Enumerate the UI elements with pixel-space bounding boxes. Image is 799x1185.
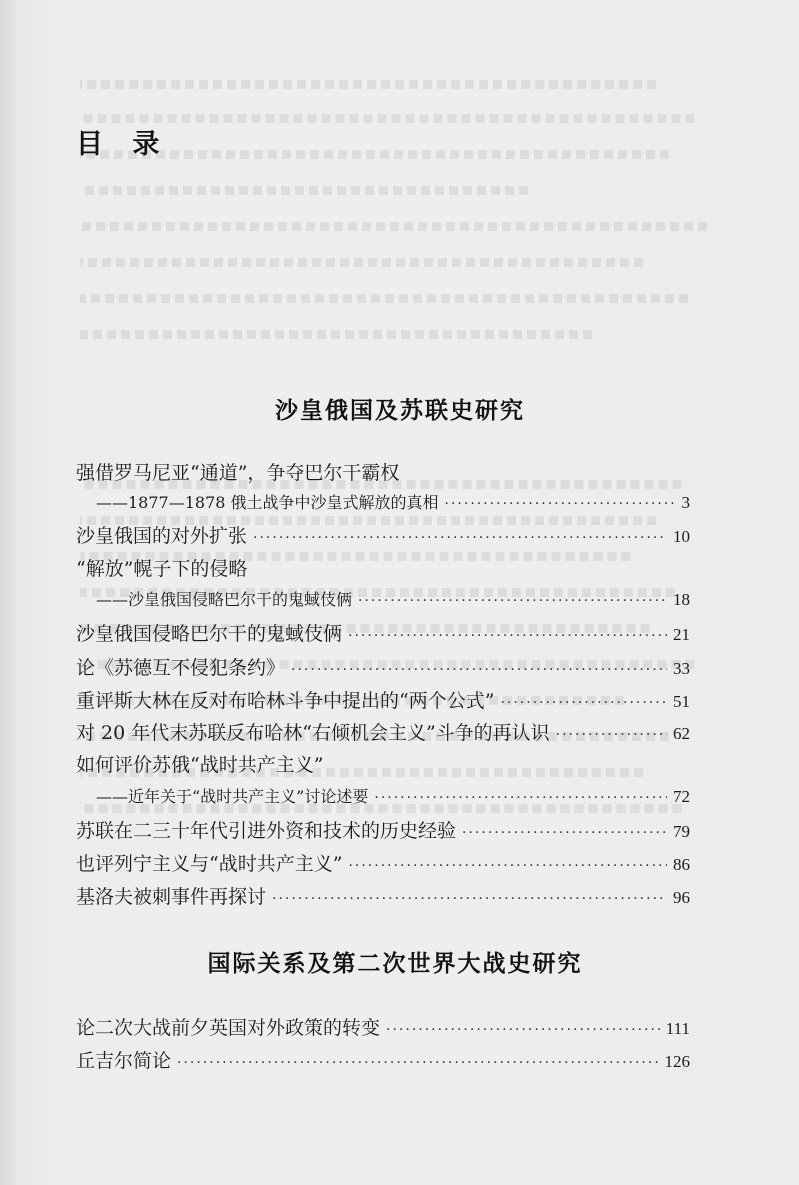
toc-entry [76,750,690,780]
toc-entry [76,554,690,584]
toc-entry-title: 论二次大战前夕英国对外政策的转变 [76,1017,381,1039]
toc-entry [76,521,690,551]
toc-entry-title: 苏联在二三十年代引进外资和技术的历史经验 [76,820,457,842]
toc-entry-title: 对 20 年代末苏联反布哈林“右倾机会主义”斗争的再认识 [76,722,550,744]
toc-page-number: 3 [681,493,690,512]
toc-page-number: 79 [673,822,690,841]
toc-entry-title: 论《苏德互不侵犯条约》 [76,657,286,679]
leader-dots [358,593,667,609]
leader-dots [500,695,667,711]
toc-page-number: 62 [673,724,690,743]
leader-dots [348,858,667,874]
leader-dots [445,496,676,512]
leader-dots [291,662,667,678]
toc-entry [76,1046,690,1076]
toc-entry-title: 如何评价苏俄“战时共产主义” [76,754,324,776]
leader-dots [374,790,667,806]
leader-dots [556,727,667,743]
toc-page-number: 86 [673,855,690,874]
toc-entry-title: 基洛夫被刺事件再探讨 [76,886,267,908]
leader-dots [177,1055,658,1071]
toc-page-number: 126 [664,1052,690,1071]
toc-entry [76,882,690,912]
toc-page-number: 18 [673,590,690,609]
toc-entry-title: “解放”幌子下的侵略 [76,558,248,580]
leader-dots [462,825,667,841]
toc-entry-title: ——近年关于“战时共产主义”讨论述要 [96,787,369,806]
section-heading-international-relations: 国际关系及第二次世界大战史研究 [207,950,583,977]
toc-entry [76,653,690,683]
toc-entry [76,816,690,846]
page-title: 目 录 [76,129,170,160]
toc-page-number: 33 [673,659,690,678]
leader-dots [253,530,667,546]
toc-entry [76,686,690,716]
toc-entry-title: 重评斯大林在反对布哈林斗争中提出的“两个公式” [76,690,495,712]
toc-entry [76,619,690,649]
toc-page-number: 111 [665,1019,690,1038]
toc-entry [76,1013,690,1043]
leader-dots [348,628,667,644]
toc-entry-title: ——沙皇俄国侵略巴尔干的鬼蜮伎俩 [96,590,353,609]
toc-entry-title: 沙皇俄国的对外扩张 [76,525,248,547]
toc-page-number: 10 [673,527,690,546]
toc-entry-title: 强借罗马尼亚“通道”，争夺巴尔干霸权 [76,462,400,484]
toc-page-number: 21 [673,625,690,644]
toc-entry-title: 丘吉尔简论 [76,1050,172,1072]
toc-page-number: 96 [673,888,690,907]
toc-entry [76,718,690,748]
toc-entry-subtitle [96,587,690,617]
toc-entry-title: 沙皇俄国侵略巴尔干的鬼蜮伎俩 [76,623,343,645]
section-heading-soviet-history: 沙皇俄国及苏联史研究 [275,397,525,424]
toc-entry [76,849,690,879]
toc-entry-title: ——1877—1878 俄土战争中沙皇式解放的真相 [96,493,439,512]
toc-entry-subtitle [96,784,690,814]
toc-entry-title: 也评列宁主义与“战时共产主义” [76,853,343,875]
toc-page-number: 72 [673,787,690,806]
leader-dots [386,1022,660,1038]
toc-entry-subtitle [96,490,690,520]
toc-entry [76,458,690,488]
toc-page-number: 51 [673,692,690,711]
leader-dots [272,891,667,907]
